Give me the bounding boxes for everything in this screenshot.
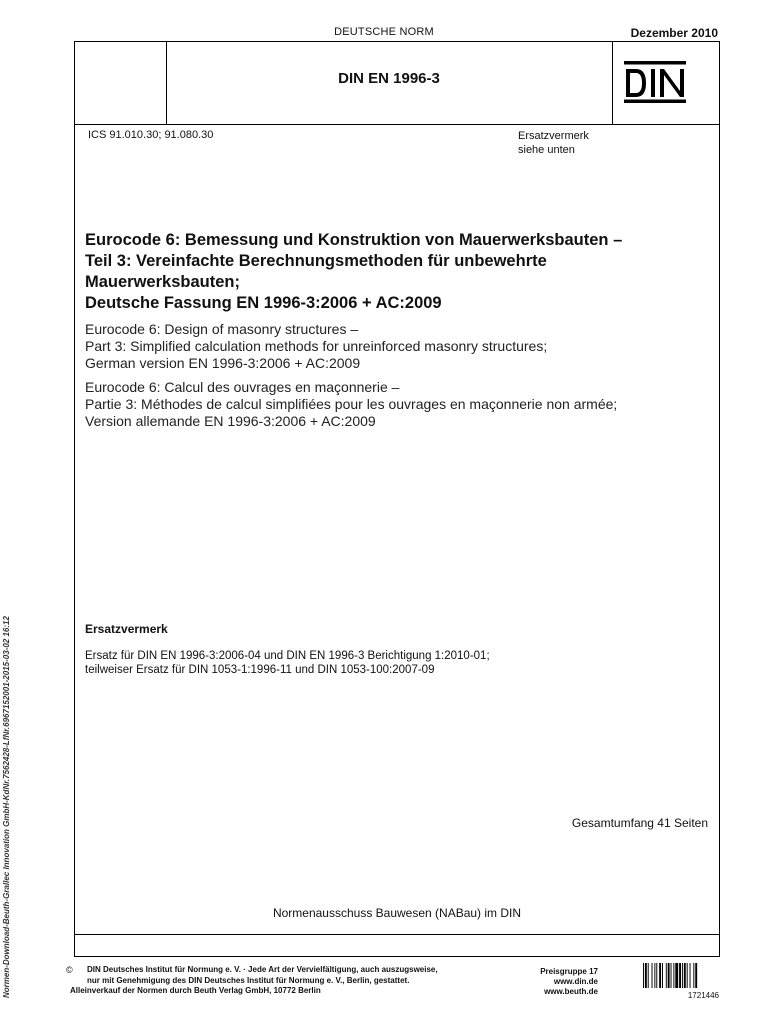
barcode-bar (659, 963, 661, 988)
barcode-bar (652, 963, 653, 988)
barcode-bar (662, 963, 663, 988)
title-english-line: Part 3: Simplified calculation methods for unreinforced masonry structures; (85, 338, 548, 354)
barcode-bar (643, 963, 644, 988)
barcode-bar (645, 963, 647, 988)
replacement-reference (518, 129, 589, 157)
barcode-number: 1721446 (687, 991, 719, 1000)
barcode-bar (684, 963, 686, 988)
barcode-bar (673, 963, 674, 988)
replacement-heading: Ersatzvermerk (85, 622, 168, 636)
barcode-bar (682, 963, 683, 988)
header-divider-right (612, 42, 613, 124)
website-beuth: www.beuth.de (544, 987, 598, 996)
barcode-bar (654, 963, 655, 988)
committee-name: Normenausschuss Bauwesen (NABau) im DIN (272, 906, 522, 920)
title-german-line: Eurocode 6: Bemessung und Konstruktion von Mauerwerksbauten – (85, 231, 623, 249)
din-logo (624, 61, 686, 103)
replacement-text-line: teilweiser Ersatz für DIN 1053-1:1996-11 und DIN 1053-100:2007-09 (85, 664, 435, 676)
price-info (510, 967, 598, 997)
footer-rule (75, 934, 719, 935)
copyright-line: nur mit Genehmigung des DIN Deutsches Institut für Normung e. V., Berlin, gestattet. (87, 975, 410, 985)
website-din: www.din.de (553, 977, 598, 986)
barcode-bar (690, 963, 691, 988)
barcode-bar (671, 963, 672, 988)
norm-type-label: DEUTSCHE NORM (334, 26, 434, 38)
barcode-bar (687, 963, 688, 988)
issue-date: Dezember 2010 (630, 26, 718, 40)
replacement-reference-line-1: Ersatzvermerk (518, 130, 589, 142)
barcode (643, 963, 719, 988)
title-english-line: Eurocode 6: Design of masonry structures – (85, 321, 359, 337)
title-french-line: Version allemande EN 1996-3:2006 + AC:2009 (85, 413, 376, 429)
barcode-bar (656, 963, 657, 988)
replacement-text (85, 649, 705, 677)
copyright-line: DIN Deutsches Institut für Normung e. V. · Jede Art der Vervielfältigung, auch auszugsweise, (87, 965, 438, 974)
title-french-line: Partie 3: Méthodes de calcul simplifiées pour les ouvrages en maçonnerie non armée; (85, 396, 618, 412)
barcode-bar (666, 963, 667, 988)
title-german (85, 230, 705, 314)
title-english (85, 321, 705, 372)
barcode-bar (668, 963, 670, 988)
barcode-bar (675, 963, 678, 988)
document-number: DIN EN 1996-3 (338, 70, 440, 87)
title-german-line: Mauerwerksbauten; (85, 273, 240, 291)
barcode-bar (648, 963, 649, 988)
copyright-line: Alleinverkauf der Normen durch Beuth Verlag GmbH, 10772 Berlin (70, 986, 321, 995)
title-german-line: Teil 3: Vereinfachte Berechnungsmethoden für unbewehrte (85, 252, 547, 270)
title-french (85, 379, 715, 430)
barcode-bar (679, 963, 681, 988)
barcode-bar (695, 963, 697, 988)
title-german-line: Deutsche Fassung EN 1996-3:2006 + AC:2009 (85, 294, 442, 312)
title-french-line: Eurocode 6: Calcul des ouvrages en maçonnerie – (85, 379, 400, 395)
ics-codes: ICS 91.010.30; 91.080.30 (88, 129, 214, 141)
price-group: Preisgruppe 17 (540, 967, 598, 976)
download-watermark-note: Normen-Download-Beuth-Grallec Innovation GmbH-KdNr.7562428-LfNr.6967152001-2015-03-02 16:12 (2, 616, 11, 998)
replacement-text-line: Ersatz für DIN EN 1996-3:2006-04 und DIN EN 1996-3 Berichtigung 1:2010-01; (85, 650, 490, 662)
header-bottom-rule (75, 124, 719, 125)
replacement-reference-line-2: siehe unten (518, 144, 575, 156)
total-pages: Gesamtumfang 41 Seiten (571, 816, 708, 830)
barcode-bar (693, 963, 694, 988)
title-english-line: German version EN 1996-3:2006 + AC:2009 (85, 355, 361, 371)
copyright-notice (70, 965, 438, 997)
copyright-icon: © (66, 965, 73, 975)
